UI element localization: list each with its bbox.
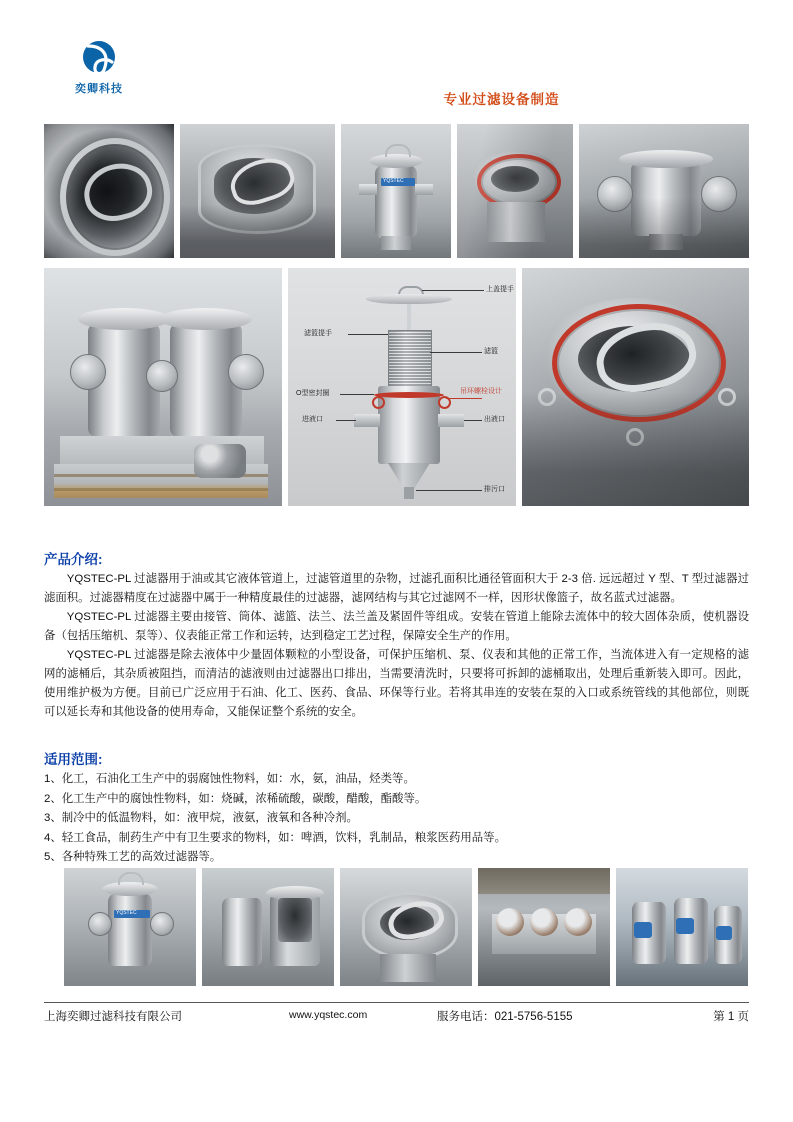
page-header — [0, 0, 793, 108]
diagram-inlet-port — [354, 414, 380, 427]
section-title-product-intro: 产品介绍: — [44, 552, 103, 567]
product-intro-body — [44, 570, 749, 722]
diagram-label-basket-handle: 滤篮提手 — [304, 330, 332, 337]
diagram-label-outlet: 出液口 — [484, 416, 505, 423]
diagram-lid — [366, 294, 452, 304]
diagram-label-basket: 滤篮 — [484, 348, 498, 355]
photo-housing-open-red-gasket — [457, 124, 573, 258]
photo-housing-pair — [202, 868, 334, 986]
diagram-basket — [388, 330, 432, 394]
diagram-drain-port — [404, 487, 414, 499]
page-footer — [44, 1008, 749, 1028]
photo-housing-sn-tag — [64, 868, 196, 986]
footer-website[interactable]: www.yqstec.com — [289, 1009, 368, 1021]
header-slogan — [0, 88, 793, 108]
footer-telephone: 服务电话：021-5756-5155 — [437, 1011, 573, 1023]
diagram-label-drain: 排污口 — [484, 486, 505, 493]
photo-nameplate: YQSTEC — [381, 178, 415, 186]
diagram-o-ring — [374, 392, 444, 398]
footer-divider — [44, 1002, 749, 1003]
photo-workshop-housings — [478, 868, 610, 986]
logo-mark-icon — [76, 40, 122, 78]
scope-item-2: 2、化工生产中的腐蚀性物料，如：烧碱，浓稀硫酸，碳酸，醋酸，酯酸等。 — [44, 792, 427, 805]
photo-basket-open-lid — [180, 124, 335, 258]
photo-structure-diagram — [288, 268, 516, 506]
diagram-label-eye-bolt: 吊环螺栓设计 — [460, 388, 502, 395]
scope-item-3: 3、制冷中的低温物料，如：液甲烷，液氨，液氧和各种冷剂。 — [44, 812, 358, 824]
scope-item-1: 1、化工，石油化工生产中的弱腐蚀性物料，如：水，氨，油品，烃类等。 — [44, 773, 415, 785]
diagram-eye-bolt-left — [372, 396, 385, 409]
diagram-outlet-port — [438, 414, 464, 427]
product-intro-paragraph-1: YQSTEC-PL 过滤器用于油或其它液体管道上，过滤管道里的杂物，过滤孔面积比通径管面积大于 2-3 倍. 远远超过 Y 型、T 型过滤器过滤面积。过滤器精度在过滤器中属于一种精度最佳的过滤器，滤网结构与其它过滤网不一样，因形状像篮子，故名蓝式过滤器。 — [44, 573, 749, 604]
photo-open-housing-closeup — [522, 268, 749, 506]
diagram-label-o-ring: O型密封圈 — [296, 390, 330, 397]
scope-item-5: 5、各种特殊工艺的高效过滤器等。 — [44, 851, 222, 863]
footer-company: 上海奕卿过滤科技有限公司 — [44, 1011, 182, 1023]
photo-open-basket-top — [340, 868, 472, 986]
product-intro-paragraph-3: YQSTEC-PL 过滤器是除去液体中少量固体颗粒的小型设备，可保护压缩机、泵、仪表和其他的正常工作，当流体进入有一定规格的滤网的滤桶后，其杂质被阻挡，而清洁的滤液则由过滤器出口排出，当需要清洗时，只要将可拆卸的滤桶取出，处理后重新装入即可。因此，使用维护极为方便。目前已广泛应用于石油、化工、医药、食品、环保等行业。若将其串连的安装在泵的入口或系统管线的其他部位，则既可以延长寿和其他设备的使用寿命，又能保证整个系统的安全。 — [44, 649, 749, 718]
scope-list — [44, 770, 749, 868]
logo-text: 奕卿科技 — [75, 83, 123, 95]
photo-housing-flanged-body — [579, 124, 749, 258]
photo-vessel-interior-dark — [44, 124, 174, 258]
scope-item-4: 4、轻工食品，制药生产中有卫生要求的物料，如：啤酒，饮料，乳制品，粮浆医药用品等。 — [44, 831, 506, 844]
product-intro-paragraph-2: YQSTEC-PL 过滤器主要由接管、筒体、滤篮、法兰、法兰盖及紧固件等组成。安装在管道上能除去流体中的较大固体杂质，使机器设备（包括压缩机、泵等）、仪表能正常工作和运转，达到稳定工艺过程，保障安全生产的作用。 — [44, 611, 749, 642]
footer-page-number: 第 1 页 — [713, 1011, 749, 1023]
photo-twin-housing-on-pallet — [44, 268, 282, 506]
header-slogan-text: 专业过滤设备制造 — [443, 92, 560, 107]
diagram-label-lid-handle: 上盖提手 — [486, 286, 514, 293]
photo-filter-housing-upright — [341, 124, 451, 258]
photo-housings-blue-caps — [616, 868, 748, 986]
diagram-label-inlet: 进液口 — [302, 416, 323, 423]
photo-serial-tag: YQSTEC — [114, 910, 150, 918]
section-title-scope: 适用范围: — [44, 752, 103, 767]
